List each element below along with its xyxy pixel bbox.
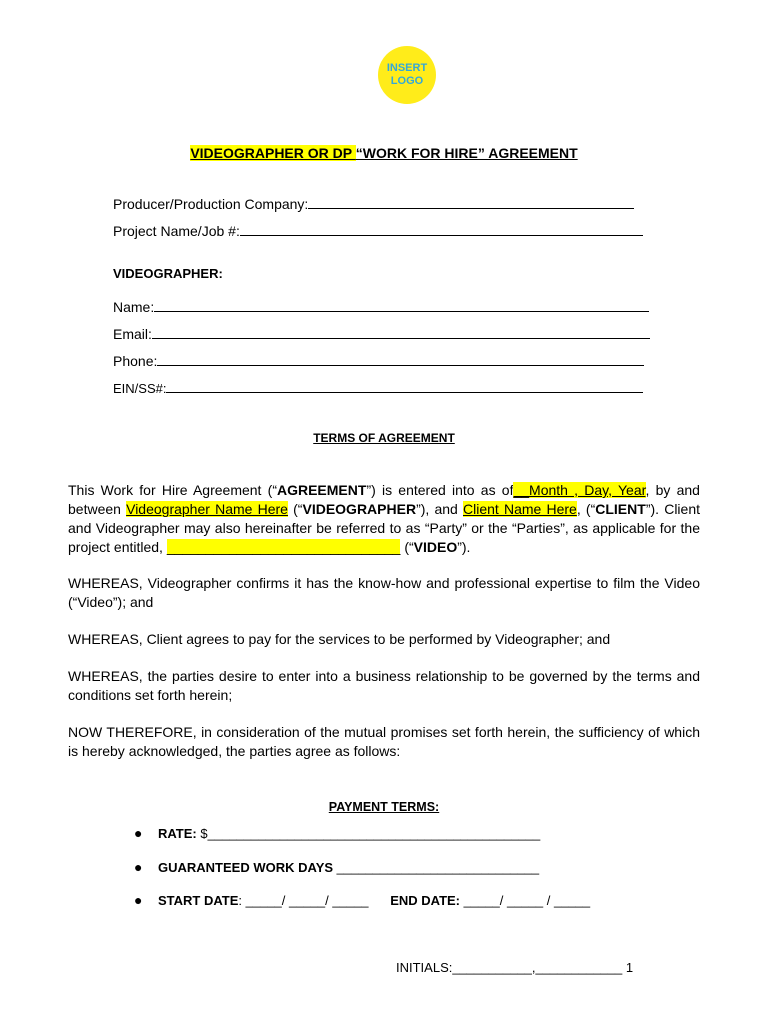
intro-text-3: , by and between bbox=[68, 482, 700, 517]
intro-paragraph bbox=[68, 481, 700, 557]
email-field[interactable] bbox=[113, 325, 650, 343]
logo-text-line1: INSERT bbox=[386, 62, 428, 74]
email-blank[interactable] bbox=[152, 326, 650, 339]
whereas-paragraph-3 bbox=[68, 667, 700, 705]
work-days-blank[interactable]: ____________________________ bbox=[336, 860, 540, 875]
intro-videographer-label: VIDEOGRAPHER bbox=[302, 501, 417, 517]
ein-blank[interactable] bbox=[166, 380, 643, 393]
initials-field[interactable]: INITIALS:___________,____________ bbox=[396, 960, 623, 975]
whereas-paragraph-1 bbox=[68, 574, 700, 612]
intro-text-7: ”). Client and Videographer may also hereinafter be referred to as “Party” or the “Parties”, as applicable for the project entitled, bbox=[68, 501, 700, 555]
logo-placeholder bbox=[378, 46, 436, 104]
agreement-date-field[interactable]: __Month , Day, Year bbox=[513, 482, 646, 498]
email-label: Email: bbox=[113, 326, 152, 342]
producer-label: Producer/Production Company: bbox=[113, 196, 309, 212]
end-date-label: END DATE: bbox=[390, 893, 461, 908]
ein-label: EIN/SS#: bbox=[113, 381, 167, 396]
rate-blank[interactable]: ______________________________________________ bbox=[207, 826, 541, 841]
title-rest: “WORK FOR HIRE” AGREEMENT bbox=[355, 145, 578, 161]
whereas-paragraph-2 bbox=[68, 630, 700, 649]
ein-field[interactable] bbox=[113, 380, 643, 398]
whereas-text-2: WHEREAS, Client agrees to pay for the services to be performed by Videographer; and bbox=[68, 631, 611, 647]
project-title-field[interactable]: ______________________________ bbox=[166, 539, 401, 555]
rate-currency: $ bbox=[200, 826, 208, 841]
project-name-label: Project Name/Job #: bbox=[113, 223, 240, 239]
phone-blank[interactable] bbox=[157, 353, 644, 366]
videographer-heading: VIDEOGRAPHER: bbox=[113, 266, 223, 281]
work-days-row bbox=[134, 858, 539, 877]
start-date-blank[interactable]: : _____/ _____/ _____ bbox=[238, 893, 369, 908]
videographer-name-field[interactable]: Videographer Name Here bbox=[126, 501, 288, 517]
intro-text-5: ”), and bbox=[416, 501, 463, 517]
bullet-icon: ● bbox=[134, 859, 143, 875]
work-days-label: GUARANTEED WORK DAYS bbox=[158, 860, 334, 875]
intro-text-2: ”) is entered into as of bbox=[366, 482, 514, 498]
now-therefore-paragraph bbox=[68, 723, 700, 761]
start-date-label: START DATE bbox=[158, 893, 239, 908]
intro-agreement-label: AGREEMENT bbox=[276, 482, 367, 498]
rate-row bbox=[134, 824, 540, 843]
page-number: 1 bbox=[625, 960, 634, 975]
payment-terms-heading: PAYMENT TERMS: bbox=[328, 800, 440, 814]
phone-field[interactable] bbox=[113, 352, 644, 370]
intro-text-9: ”). bbox=[457, 539, 471, 555]
title-highlighted: VIDEOGRAPHER OR DP bbox=[190, 145, 356, 161]
terms-heading: TERMS OF AGREEMENT bbox=[313, 431, 455, 445]
intro-text-6: , (“ bbox=[576, 501, 596, 517]
bullet-icon: ● bbox=[134, 892, 143, 908]
dates-row bbox=[134, 891, 590, 910]
project-name-blank[interactable] bbox=[240, 223, 643, 236]
phone-label: Phone: bbox=[113, 353, 158, 369]
project-name-field[interactable] bbox=[113, 222, 643, 240]
intro-text-8: (“ bbox=[400, 539, 414, 555]
document-title bbox=[0, 145, 768, 161]
intro-text-1: This Work for Hire Agreement (“ bbox=[68, 482, 277, 498]
intro-text-4: (“ bbox=[287, 501, 303, 517]
name-blank[interactable] bbox=[154, 299, 649, 312]
name-label: Name: bbox=[113, 299, 155, 315]
whereas-text-1: WHEREAS, Videographer confirms it has the know-how and professional expertise to film the Video (“Video”); and bbox=[68, 575, 700, 610]
end-date-blank[interactable]: _____/ _____ / _____ bbox=[460, 893, 591, 908]
bullet-icon: ● bbox=[134, 825, 143, 841]
producer-field[interactable] bbox=[113, 195, 634, 213]
name-field[interactable] bbox=[113, 298, 649, 316]
producer-blank[interactable] bbox=[308, 196, 634, 209]
intro-client-label: CLIENT bbox=[595, 501, 646, 517]
logo-text-line2: LOGO bbox=[390, 75, 424, 87]
client-name-field[interactable]: Client Name Here bbox=[463, 501, 577, 517]
intro-video-label: VIDEO bbox=[413, 539, 458, 555]
rate-label: RATE: bbox=[158, 826, 197, 841]
now-therefore-text: NOW THEREFORE, in consideration of the mutual promises set forth herein, the sufficiency of which is hereby acknowledged, the parties agree as follows: bbox=[68, 724, 700, 759]
initials-footer bbox=[396, 960, 633, 975]
whereas-text-3: WHEREAS, the parties desire to enter into a business relationship to be governed by the terms and conditions set forth herein; bbox=[68, 668, 700, 703]
